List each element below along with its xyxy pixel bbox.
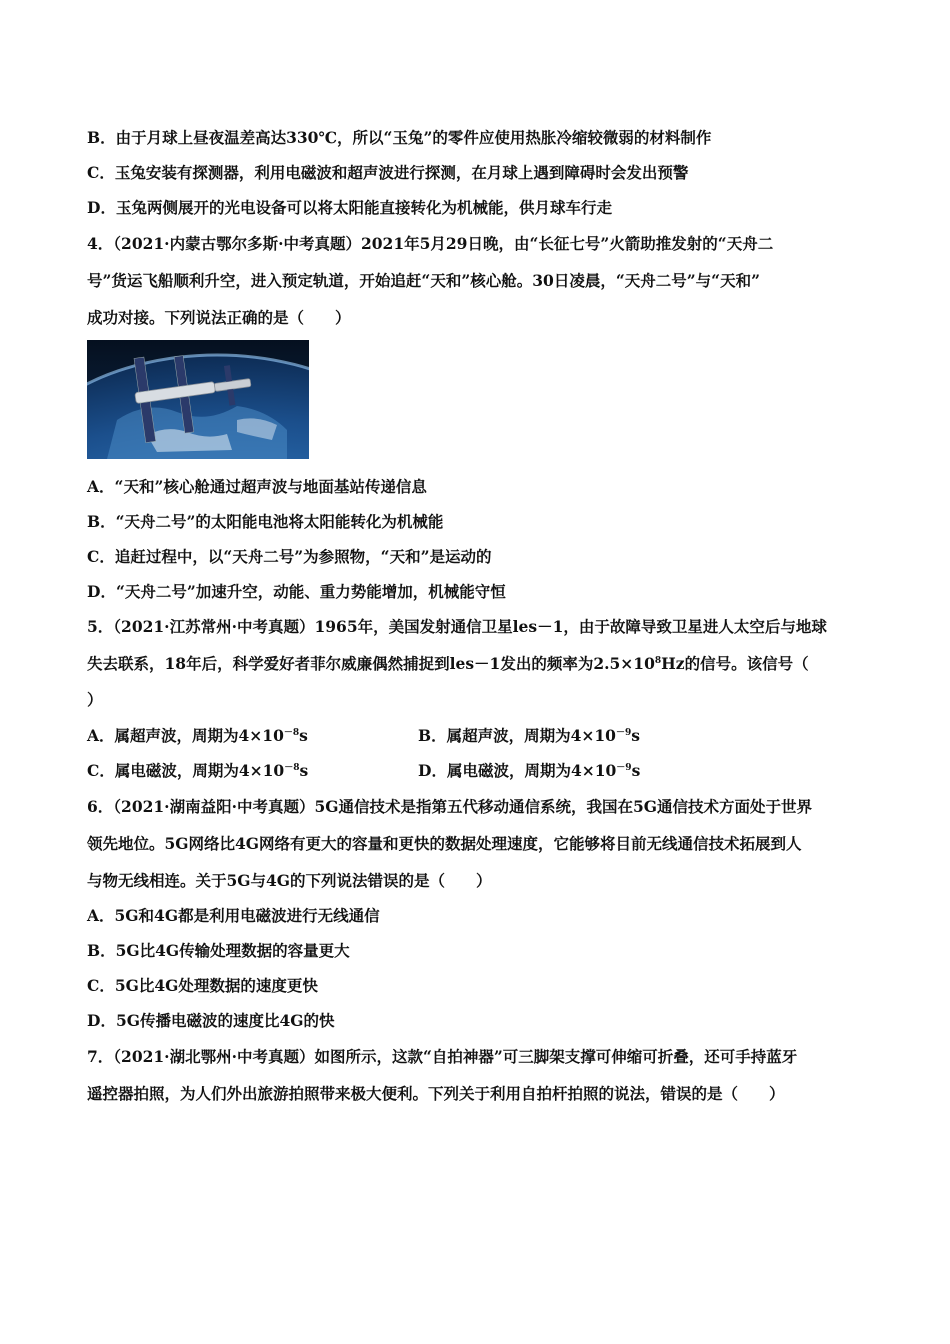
q5-option-b (418, 726, 640, 746)
unit: s (631, 726, 640, 745)
q6-stem-line-1: 6．（2021·湖南益阳·中考真题）5G通信技术是指第五代移动通信系统，我国在5G通信技术方面处于世界 (87, 797, 813, 816)
q7-stem-line-1: 7．（2021·湖北鄂州·中考真题）如图所示，这款“自拍神器”可三脚架支撑可伸缩可折叠，还可手持蓝牙 (87, 1047, 798, 1066)
exponent: －9 (615, 728, 632, 738)
q5-option-c (87, 761, 308, 781)
space-station-illustration (87, 340, 309, 459)
q6-stem-line-3: 与物无线相连。关于5G与4G的下列说法错误的是（ ） (87, 871, 492, 890)
q3-option-b: B．由于月球上昼夜温差高达330℃，所以“玉兔”的零件应使用热胀冷缩较微弱的材料制作 (87, 128, 712, 147)
option-text: D．属电磁波，周期为4×10 (418, 761, 617, 780)
option-text: B．属超声波，周期为4×10 (418, 726, 616, 745)
q4-option-a: A．“天和”核心舱通过超声波与地面基站传递信息 (87, 477, 427, 496)
q4-option-d: D．“天舟二号”加速升空，动能、重力势能增加，机械能守恒 (87, 582, 506, 601)
q5-stem-line-1: 5．（2021·江苏常州·中考真题）1965年，美国发射通信卫星les－1，由于故障导致卫星进人太空后与地球 (87, 617, 827, 636)
q5-stem-text: 失去联系，18年后，科学爱好者菲尔威廉偶然捕捉到les－1发出的频率为2.5×10 (87, 654, 655, 673)
q4-stem-line-1: 4．（2021·内蒙古鄂尔多斯·中考真题）2021年5月29日晚，由“长征七号”火箭助推发射的“天舟二 (87, 234, 774, 253)
space-station-image (87, 340, 309, 459)
q5-stem-line-3: ） (87, 690, 103, 709)
q3-option-c: C．玉兔安装有探测器，利用电磁波和超声波进行探测，在月球上遇到障碍时会发出预警 (87, 163, 689, 182)
q6-option-d: D．5G传播电磁波的速度比4G的快 (87, 1011, 335, 1030)
q5-option-a (87, 726, 308, 746)
q5-stem-line-2 (87, 654, 809, 674)
exponent: －8 (284, 763, 300, 773)
q3-option-d: D．玉兔两侧展开的光电设备可以将太阳能直接转化为机械能，供月球车行走 (87, 198, 612, 217)
option-text: C．属电磁波，周期为4×10 (87, 761, 285, 780)
unit: s (299, 761, 309, 780)
q6-option-b: B．5G比4G传输处理数据的容量更大 (87, 941, 350, 960)
option-text: A．属超声波，周期为4×10 (87, 726, 284, 745)
unit: s (631, 761, 641, 780)
exponent: 8 (654, 656, 662, 666)
q7-stem-line-2: 遥控器拍照，为人们外出旅游拍照带来极大便利。下列关于利用自拍杆拍照的说法，错误的是（ ） (87, 1084, 785, 1103)
q5-stem-text-tail: Hz的信号。该信号（ (661, 654, 809, 673)
q4-stem-line-2: 号”货运飞船顺利升空，进入预定轨道，开始追赶“天和”核心舱。30日凌晨，“天舟二号”与“天和” (87, 271, 760, 290)
q6-option-c: C．5G比4G处理数据的速度更快 (87, 976, 318, 995)
q4-stem-line-3: 成功对接。下列说法正确的是（ ） (87, 308, 351, 327)
exponent: －8 (283, 728, 300, 738)
q6-stem-line-2: 领先地位。5G网络比4G网络有更大的容量和更快的数据处理速度，它能够将目前无线通信技术拓展到人 (87, 834, 802, 853)
exponent: －9 (616, 763, 632, 773)
q4-option-c: C．追赶过程中，以“天舟二号”为参照物，“天和”是运动的 (87, 547, 492, 566)
q6-option-a: A．5G和4G都是利用电磁波进行无线通信 (87, 906, 380, 925)
unit: s (299, 726, 308, 745)
q5-option-d (418, 761, 640, 781)
q4-option-b: B．“天舟二号”的太阳能电池将太阳能转化为机械能 (87, 512, 444, 531)
